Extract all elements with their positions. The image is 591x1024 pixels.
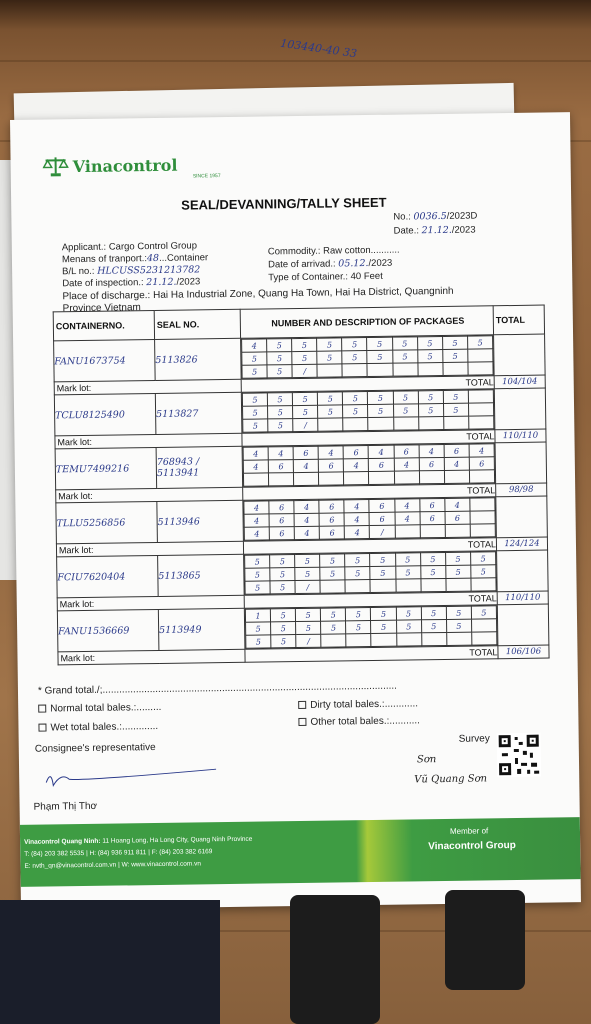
package-cell: 4 (243, 447, 268, 460)
package-cell: 5 (321, 608, 346, 621)
package-cell (470, 524, 495, 537)
company-name: Vinacontrol (72, 155, 178, 176)
package-cell: 5 (267, 393, 292, 406)
package-cell: 5 (270, 555, 295, 568)
package-cell: 5 (420, 565, 445, 578)
row-total-value: 98/98 (496, 483, 547, 497)
col-container: CONTAINERNO. (53, 311, 154, 341)
package-cell: 4 (394, 499, 419, 512)
package-cell: 4 (294, 526, 319, 539)
package-cell: 5 (420, 552, 445, 565)
package-cell (342, 364, 367, 377)
mark-lot-label: Mark lot: (58, 649, 245, 665)
package-cell (443, 416, 468, 429)
pen-note: 103440-40 33 (279, 36, 358, 61)
person-pants (0, 900, 220, 1024)
package-grid (244, 605, 498, 650)
signature-right-2: Vũ Quang Sơn (414, 773, 488, 786)
col-total: TOTAL (493, 305, 544, 335)
package-cell: 5 (471, 606, 496, 619)
place-of-discharge: Place of discharge.: Hai Ha Industrial Zone, Quang Ha Town, Hai Ha District, Quangninh (62, 285, 454, 303)
package-cell: 5 (393, 404, 418, 417)
package-cell: 5 (371, 607, 396, 620)
package-cell: 5 (370, 553, 395, 566)
tally-sheet (10, 112, 581, 910)
package-cell: 5 (345, 567, 370, 580)
package-cell (294, 472, 319, 485)
office-address: Vinacontrol Quang Ninh: 11 Hoang Long, Ha Long City, Quang Ninh Province (24, 835, 253, 846)
package-cell: 6 (394, 445, 419, 458)
row-total-value: 110/110 (497, 591, 548, 605)
package-cell: 5 (270, 568, 295, 581)
total-label: TOTAL (243, 538, 496, 555)
package-cell: 4 (345, 526, 370, 539)
package-cell: 6 (293, 446, 318, 459)
package-cell: 6 (419, 457, 444, 470)
package-cell: 5 (268, 419, 293, 432)
package-cell (446, 578, 471, 591)
mark-lot-label: Mark lot: (57, 595, 244, 611)
row-total-value: 104/104 (494, 375, 545, 389)
package-cell: 5 (245, 581, 270, 594)
checkbox[interactable] (298, 718, 306, 726)
package-cell: 4 (244, 501, 269, 514)
package-cell: 5 (342, 351, 367, 364)
package-cell: 6 (419, 498, 444, 511)
package-cell: 5 (446, 565, 471, 578)
package-cell: 5 (446, 606, 471, 619)
table-row (57, 604, 549, 652)
package-cell: 6 (268, 460, 293, 473)
package-cell (471, 619, 496, 632)
package-cell: 5 (242, 393, 267, 406)
package-cell: 5 (445, 552, 470, 565)
applicant: Applicant.: Cargo Control Group (61, 240, 198, 254)
package-cell: 1 (245, 609, 270, 622)
total-label: TOTAL (241, 376, 494, 393)
package-cell: 5 (417, 349, 442, 362)
package-cell: 5 (343, 392, 368, 405)
checkbox[interactable] (298, 701, 306, 709)
package-cell: 4 (243, 460, 268, 473)
container-number: TCLU8125490 (54, 393, 156, 435)
package-cell (420, 524, 445, 537)
package-cell: / (293, 418, 318, 431)
package-cell: 5 (270, 609, 295, 622)
package-cell (468, 403, 493, 416)
seal-number: 5113826 (155, 338, 242, 380)
package-grid (241, 389, 495, 434)
total-label: TOTAL (245, 646, 498, 663)
package-grid (241, 335, 495, 380)
package-cell: 5 (245, 555, 270, 568)
col-seal: SEAL NO. (154, 309, 240, 339)
table-row (54, 334, 546, 382)
package-cell: 5 (343, 405, 368, 418)
package-cell: 5 (396, 607, 421, 620)
package-cell (321, 634, 346, 647)
package-cell: 6 (269, 527, 294, 540)
package-cell: 6 (319, 513, 344, 526)
place-of-discharge-line2: Province Vietnam (62, 302, 141, 315)
table-row (54, 388, 546, 436)
container-type: Type of Container.: 40 Feet (268, 270, 383, 284)
package-cell: 5 (371, 620, 396, 633)
package-cell: / (292, 364, 317, 377)
package-cell (392, 363, 417, 376)
package-cell (319, 472, 344, 485)
package-cell: 4 (244, 514, 269, 527)
package-cell: 6 (369, 499, 394, 512)
package-cell: 4 (395, 512, 420, 525)
container-number: FANU1673754 (54, 340, 156, 382)
seal-number: 5113949 (158, 608, 245, 650)
row-total-value: 106/106 (498, 645, 549, 659)
package-cell: 5 (393, 391, 418, 404)
package-cell: 4 (444, 457, 469, 470)
inspection-date: Date of inspection.: 21.12./2023 (62, 276, 201, 290)
package-cell: 5 (292, 351, 317, 364)
package-cell: 5 (293, 392, 318, 405)
package-cell: 5 (346, 608, 371, 621)
package-cell: 5 (442, 349, 467, 362)
package-cell: 5 (320, 567, 345, 580)
package-cell (443, 362, 468, 375)
package-cell: 4 (394, 458, 419, 471)
seal-number: 768943 / 5113941 (156, 446, 243, 488)
package-cell (446, 632, 471, 645)
total-label: TOTAL (244, 592, 497, 609)
row-total-cell (497, 604, 549, 646)
package-cell: 5 (317, 338, 342, 351)
package-grid (244, 551, 498, 596)
package-cell (345, 580, 370, 593)
package-cell: 5 (295, 554, 320, 567)
container-number: FANU1536669 (57, 609, 159, 651)
package-cell: 5 (267, 339, 292, 352)
package-cell (469, 416, 494, 429)
member-group: Vinacontrol Group (428, 840, 516, 853)
mark-lot-label: Mark lot: (56, 541, 243, 557)
row-total-cell (494, 388, 546, 430)
col-packages: NUMBER AND DESCRIPTION OF PACKAGES (240, 306, 493, 339)
package-cell: 5 (421, 619, 446, 632)
page-title: SEAL/DEVANNING/TALLY SHEET (181, 194, 387, 213)
package-cell: 6 (343, 446, 368, 459)
package-cell: 5 (271, 622, 296, 635)
footer-banner (20, 817, 581, 887)
package-cell: 5 (342, 338, 367, 351)
package-cell: 4 (344, 500, 369, 513)
package-cell: 5 (317, 351, 342, 364)
package-cell: 5 (368, 404, 393, 417)
package-cell: 4 (318, 446, 343, 459)
package-cell (368, 417, 393, 430)
package-cell (369, 471, 394, 484)
package-cell (343, 418, 368, 431)
package-cell (468, 349, 493, 362)
row-total-cell (496, 496, 548, 538)
package-cell: 5 (417, 336, 442, 349)
package-cell: 5 (293, 405, 318, 418)
package-cell: 5 (246, 622, 271, 635)
package-cell: 5 (243, 406, 268, 419)
row-total-cell (494, 334, 546, 376)
total-label: TOTAL (242, 430, 495, 447)
package-cell: 5 (395, 553, 420, 566)
package-cell (396, 633, 421, 646)
package-cell: 5 (471, 565, 496, 578)
package-cell: 6 (319, 500, 344, 513)
shoe (290, 895, 380, 1024)
package-cell: 4 (294, 513, 319, 526)
package-cell: 5 (396, 620, 421, 633)
package-cell: 5 (242, 365, 267, 378)
seal-number: 5113827 (155, 392, 242, 434)
mark-lot-label: Mark lot: (56, 487, 243, 503)
package-cell: 5 (320, 554, 345, 567)
row-total-cell (497, 550, 549, 592)
package-cell: 4 (268, 447, 293, 460)
package-cell (395, 525, 420, 538)
dirty-total: Dirty total bales.:............ (298, 698, 418, 711)
scales-icon (42, 155, 68, 177)
company-since: SINCE 1957 (192, 173, 221, 180)
consignee-label: Consignee's representative (34, 742, 156, 755)
package-cell: 5 (267, 352, 292, 365)
package-cell (320, 580, 345, 593)
package-cell: / (295, 580, 320, 593)
signature-right-1: Sơn (416, 754, 437, 766)
office-web: E: nvth_qn@vinacontrol.com.vn | W: www.vinacontrol.com.vn (24, 860, 201, 870)
package-cell: 5 (443, 403, 468, 416)
package-cell (469, 470, 494, 483)
row-total-value: 110/110 (495, 429, 546, 443)
package-cell: 5 (296, 621, 321, 634)
package-cell: 4 (344, 513, 369, 526)
package-cell: 5 (470, 552, 495, 565)
bl-number: B/L no.: HLCUSS5231213782 (62, 264, 201, 278)
shoe (445, 890, 525, 990)
package-cell: 4 (469, 444, 494, 457)
package-cell: 4 (293, 459, 318, 472)
package-cell (317, 364, 342, 377)
package-cell: 5 (318, 392, 343, 405)
doc-number: No.: 0036.5/2023D (393, 210, 478, 223)
package-cell: 5 (268, 406, 293, 419)
package-cell: 5 (392, 337, 417, 350)
package-cell: 5 (321, 621, 346, 634)
package-cell: 5 (443, 390, 468, 403)
member-of: Member of (449, 826, 489, 836)
package-cell (419, 470, 444, 483)
container-number: TEMU7499216 (55, 447, 157, 489)
package-cell: 5 (367, 350, 392, 363)
package-cell: 5 (246, 635, 271, 648)
row-total-value: 124/124 (496, 537, 547, 551)
package-cell (371, 633, 396, 646)
checkbox[interactable] (38, 705, 46, 713)
package-cell (472, 632, 497, 645)
container-number: TLLU5256856 (56, 501, 158, 543)
package-cell: 5 (242, 352, 267, 365)
package-cell: 5 (418, 403, 443, 416)
package-cell: 4 (419, 444, 444, 457)
signer-name: Phạm Thị Thơ (33, 800, 98, 813)
package-cell (346, 634, 371, 647)
package-cell: 6 (420, 511, 445, 524)
package-cell (367, 363, 392, 376)
commodity: Commodity.: Raw cotton........... (267, 244, 400, 258)
package-cell: 5 (318, 405, 343, 418)
other-total: Other total bales.:........... (298, 715, 420, 728)
package-cell: 5 (370, 566, 395, 579)
package-cell: 4 (344, 459, 369, 472)
package-cell (344, 472, 369, 485)
office-phones: T: (84) 203 382 5535 | H: (84) 936 911 811 | F: (84) 203 382 6169 (24, 848, 213, 858)
package-cell (418, 416, 443, 429)
package-cell: 6 (469, 457, 494, 470)
signature-left (41, 765, 221, 790)
row-total-cell (495, 442, 547, 484)
package-cell (468, 362, 493, 375)
package-cell (243, 473, 268, 486)
package-cell: 5 (367, 337, 392, 350)
surveyor-label: Survey (458, 733, 490, 745)
package-cell: 5 (345, 554, 370, 567)
package-cell (445, 524, 470, 537)
package-cell: 5 (245, 568, 270, 581)
package-cell (421, 632, 446, 645)
total-label: TOTAL (243, 484, 496, 501)
package-cell: 6 (269, 514, 294, 527)
package-cell: 5 (392, 350, 417, 363)
wet-total: Wet total bales.:............. (38, 721, 158, 734)
package-cell: 5 (395, 566, 420, 579)
package-cell: 4 (294, 500, 319, 513)
package-cell (468, 390, 493, 403)
package-cell: / (370, 525, 395, 538)
package-cell: 5 (270, 581, 295, 594)
container-number: FCIU7620404 (57, 555, 159, 597)
mark-lot-label: Mark lot: (55, 433, 242, 449)
package-cell: 5 (368, 391, 393, 404)
package-cell (394, 471, 419, 484)
package-cell (444, 470, 469, 483)
package-cell (421, 578, 446, 591)
package-cell: 4 (244, 527, 269, 540)
tally-table (53, 305, 550, 666)
package-cell: 5 (421, 606, 446, 619)
package-cell: 5 (442, 336, 467, 349)
package-cell: 5 (271, 635, 296, 648)
package-cell: 6 (444, 444, 469, 457)
package-cell: 6 (369, 458, 394, 471)
package-cell (470, 511, 495, 524)
package-cell: 5 (243, 419, 268, 432)
package-cell (471, 578, 496, 591)
package-cell: 6 (445, 511, 470, 524)
package-cell: 5 (296, 608, 321, 621)
company-logo (42, 154, 221, 180)
arrival-date: Date of arrivad.: 05.12./2023 (267, 257, 393, 271)
package-cell (418, 362, 443, 375)
package-cell: 5 (267, 365, 292, 378)
package-cell: / (296, 634, 321, 647)
package-cell: 5 (292, 338, 317, 351)
package-cell (470, 498, 495, 511)
package-cell: 6 (319, 459, 344, 472)
mark-lot-label: Mark lot: (54, 379, 241, 395)
doc-date: Date.: 21.12./2023 (393, 224, 476, 237)
package-cell (393, 417, 418, 430)
means-of-transport: Menans of tranport.:48...Container (61, 252, 209, 266)
package-cell (269, 473, 294, 486)
package-grid (243, 497, 497, 542)
table-row (57, 550, 549, 598)
package-cell: 5 (446, 619, 471, 632)
package-cell (370, 579, 395, 592)
table-row (55, 442, 547, 490)
package-cell: 6 (269, 501, 294, 514)
package-cell: 4 (445, 498, 470, 511)
package-cell (318, 418, 343, 431)
normal-total: Normal total bales.:......... (38, 702, 161, 715)
package-cell: 4 (369, 445, 394, 458)
seal-number: 5113946 (157, 500, 244, 542)
grand-total: * Grand total./;.......................................................................................................... (37, 680, 398, 697)
package-cell: 5 (346, 621, 371, 634)
package-cell (396, 579, 421, 592)
seal-number: 5113865 (158, 554, 245, 596)
table-row (56, 496, 548, 544)
checkbox[interactable] (38, 724, 46, 732)
package-cell: 5 (467, 336, 492, 349)
package-cell: 6 (319, 526, 344, 539)
package-cell: 5 (418, 390, 443, 403)
package-grid (242, 443, 496, 488)
package-cell: 5 (295, 567, 320, 580)
package-cell: 4 (242, 339, 267, 352)
qr-code-icon (497, 733, 542, 778)
package-cell: 6 (369, 512, 394, 525)
